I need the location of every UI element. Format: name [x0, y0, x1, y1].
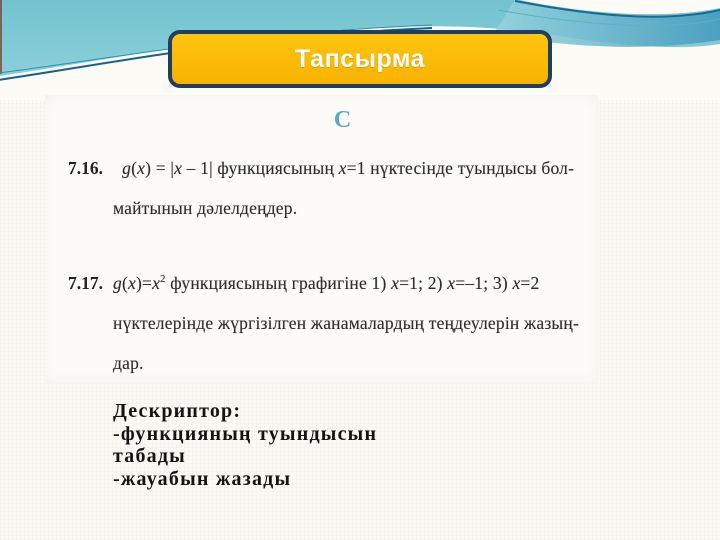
problem-number: 7.16.	[68, 158, 103, 178]
descriptor-line: -жауабын жазады	[113, 467, 292, 490]
title-box	[168, 30, 552, 88]
text-line: майтынын дәлелдеңдер.	[113, 198, 298, 218]
problem-number: 7.17.	[68, 273, 103, 293]
text-line: g(x) = |x – 1| функциясының x=1 нүктесінде туындысы бол-	[122, 158, 575, 178]
text-line: нүктелерінде жүргізілген жанамалардың теңдеулерін жазың-	[113, 313, 579, 333]
problem-text	[113, 148, 593, 228]
textbook-scan	[45, 95, 598, 383]
descriptor-line: -функцияның туындысын	[113, 422, 378, 445]
problem-text	[113, 263, 593, 383]
descriptor-heading: Дескриптор:	[113, 400, 242, 422]
descriptor-line: табады	[113, 445, 187, 467]
problem-7-17	[68, 263, 593, 383]
text-line: дар.	[113, 353, 144, 373]
descriptor-block	[113, 400, 377, 490]
problem-7-16	[68, 148, 593, 228]
left-edge-artifact	[0, 0, 2, 74]
slide-title: Тапсырма	[295, 44, 425, 73]
text-line: $g(x)=x^2$ функциясының графигіне 1) x=1; 2) x=–1; 3) x=2	[113, 273, 540, 293]
section-label: C	[333, 107, 352, 133]
